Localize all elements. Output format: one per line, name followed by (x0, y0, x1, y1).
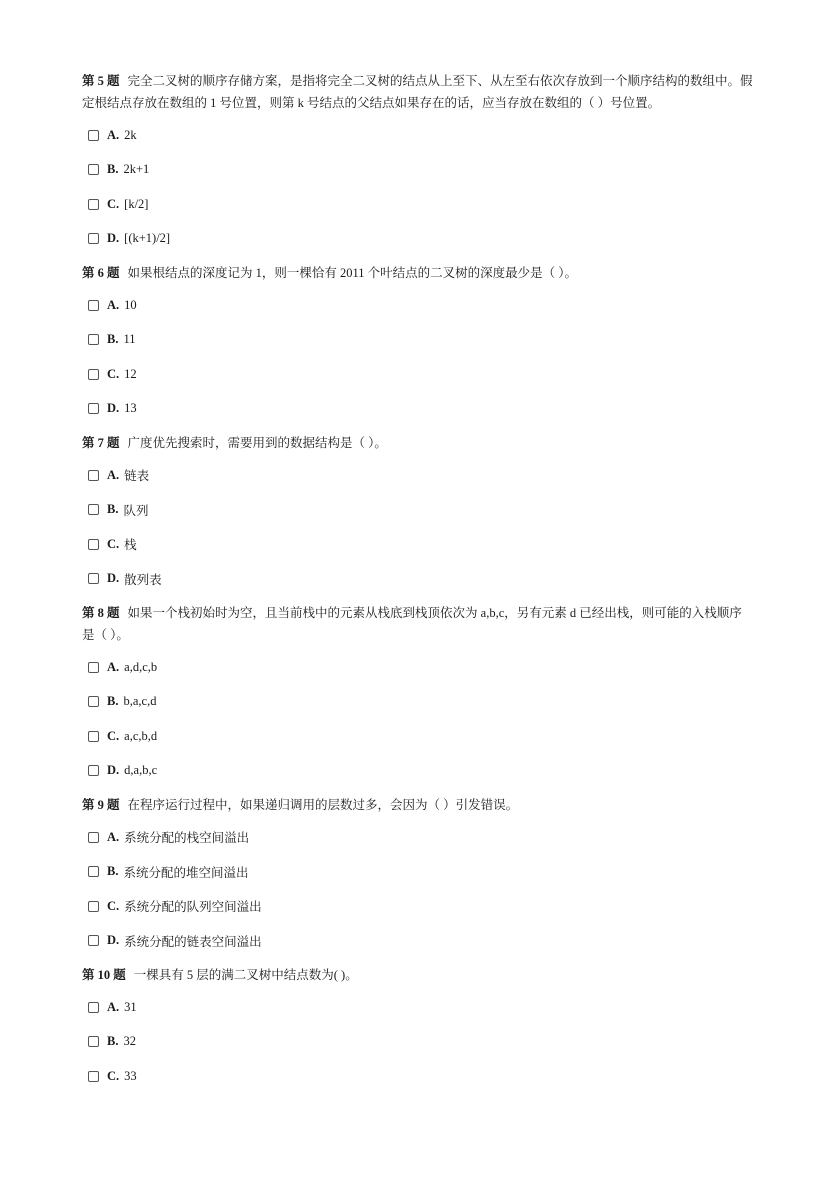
checkbox[interactable] (88, 334, 99, 345)
option-b[interactable] (88, 499, 754, 521)
option-a[interactable] (88, 464, 754, 486)
option-text: 31 (124, 999, 137, 1014)
option-letter: A. (107, 127, 120, 142)
option-a[interactable] (88, 826, 754, 848)
checkbox[interactable] (88, 539, 99, 550)
option-letter: C. (107, 196, 120, 211)
option-b[interactable] (88, 159, 754, 181)
question-text (82, 794, 754, 816)
question-body: 如果根结点的深度记为 1，则一棵恰有 2011 个叶结点的二叉树的深度最少是（ ）。 (127, 266, 578, 280)
option-letter: C. (107, 728, 120, 743)
question-body: 如果一个栈初始时为空，且当前栈中的元素从栈底到栈顶依次为 a,b,c，另有元素 d 已经出栈，则可能的入栈顺序是（ ）。 (82, 606, 742, 642)
option-letter: A. (107, 659, 120, 674)
option-text: [(k+1)/2] (124, 231, 171, 245)
question-5 (82, 70, 754, 250)
option-letter: D. (107, 571, 120, 585)
option-d[interactable] (88, 760, 754, 782)
option-letter: B. (107, 162, 119, 176)
question-number: 第 5 题 (82, 74, 120, 88)
question-7 (82, 432, 754, 590)
option-b[interactable] (88, 691, 754, 713)
option-text: b,a,c,d (123, 694, 157, 708)
checkbox[interactable] (88, 731, 99, 742)
option-text: 32 (123, 1034, 136, 1048)
option-letter: B. (107, 694, 119, 708)
option-letter: B. (107, 502, 119, 516)
question-number: 第 8 题 (82, 606, 120, 620)
option-letter: B. (107, 1034, 119, 1048)
option-text: 2k (124, 127, 137, 142)
option-text: 2k+1 (123, 162, 150, 176)
checkbox[interactable] (88, 765, 99, 776)
option-letter: C. (107, 1068, 120, 1083)
checkbox[interactable] (88, 935, 99, 946)
option-text: 11 (123, 332, 136, 346)
checkbox[interactable] (88, 1036, 99, 1047)
option-letter: B. (107, 332, 119, 346)
checkbox[interactable] (88, 1002, 99, 1013)
option-letter: D. (107, 231, 120, 245)
question-number: 第 9 题 (82, 798, 120, 812)
question-number: 第 10 题 (82, 968, 126, 982)
option-letter: C. (107, 898, 120, 913)
option-text: d,a,b,c (124, 763, 158, 777)
option-d[interactable] (88, 930, 754, 952)
checkbox[interactable] (88, 233, 99, 244)
option-text: 链表 (124, 469, 150, 483)
option-c[interactable] (88, 363, 754, 385)
option-c[interactable] (88, 533, 754, 555)
option-text: 队列 (123, 503, 149, 518)
option-text: 系统分配的队列空间溢出 (124, 900, 262, 914)
question-body: 在程序运行过程中，如果递归调用的层数过多，会因为（ ）引发错误。 (127, 798, 519, 812)
question-number: 第 6 题 (82, 266, 120, 280)
question-text (82, 70, 754, 114)
checkbox[interactable] (88, 901, 99, 912)
checkbox[interactable] (88, 1071, 99, 1082)
option-letter: D. (107, 763, 120, 777)
checkbox[interactable] (88, 470, 99, 481)
option-b[interactable] (88, 861, 754, 883)
checkbox[interactable] (88, 504, 99, 515)
option-c[interactable] (88, 1065, 754, 1087)
option-text: 10 (124, 297, 137, 312)
option-text: 33 (124, 1068, 137, 1083)
option-c[interactable] (88, 193, 754, 215)
option-d[interactable] (88, 398, 754, 420)
option-text: 12 (124, 366, 137, 381)
option-letter: A. (107, 297, 120, 312)
checkbox[interactable] (88, 696, 99, 707)
checkbox[interactable] (88, 832, 99, 843)
option-letter: A. (107, 829, 120, 844)
checkbox[interactable] (88, 164, 99, 175)
question-6 (82, 262, 754, 420)
option-letter: C. (107, 536, 120, 551)
option-letter: D. (107, 401, 120, 415)
question-number: 第 7 题 (82, 436, 120, 450)
option-letter: B. (107, 864, 119, 878)
option-text: 13 (124, 401, 137, 415)
option-text: 栈 (124, 538, 137, 552)
option-c[interactable] (88, 895, 754, 917)
option-a[interactable] (88, 996, 754, 1018)
option-a[interactable] (88, 294, 754, 316)
option-d[interactable] (88, 568, 754, 590)
option-a[interactable] (88, 656, 754, 678)
option-a[interactable] (88, 124, 754, 146)
question-10 (82, 964, 754, 1087)
checkbox[interactable] (88, 369, 99, 380)
option-b[interactable] (88, 329, 754, 351)
option-c[interactable] (88, 725, 754, 747)
checkbox[interactable] (88, 403, 99, 414)
question-body: 完全二叉树的顺序存储方案，是指将完全二叉树的结点从上至下、从左至右依次存放到一个顺序结构的数组中。假定根结点存放在数组的 1 号位置，则第 k 号结点的父结点如果存在的话，应当存放在数组的（ ）号位置。 (82, 74, 753, 110)
option-text: 系统分配的栈空间溢出 (124, 831, 250, 845)
option-text: 系统分配的堆空间溢出 (123, 865, 249, 880)
question-text (82, 964, 754, 986)
option-text: [k/2] (124, 196, 149, 211)
checkbox[interactable] (88, 573, 99, 584)
option-text: 系统分配的链表空间溢出 (124, 934, 262, 949)
question-list (82, 70, 754, 1100)
option-letter: A. (107, 467, 120, 482)
checkbox[interactable] (88, 300, 99, 311)
question-body: 广度优先搜索时，需要用到的数据结构是（ ）。 (127, 436, 387, 450)
checkbox[interactable] (88, 662, 99, 673)
question-8 (82, 602, 754, 782)
checkbox[interactable] (88, 866, 99, 877)
option-text: 散列表 (124, 572, 162, 587)
option-letter: D. (107, 933, 120, 947)
option-letter: C. (107, 366, 120, 381)
question-body: 一棵具有 5 层的满二叉树中结点数为( )。 (133, 968, 358, 982)
checkbox[interactable] (88, 199, 99, 210)
question-text (82, 262, 754, 284)
question-text (82, 432, 754, 454)
option-letter: A. (107, 999, 120, 1014)
option-text: a,c,b,d (124, 728, 158, 743)
option-text: a,d,c,b (124, 659, 158, 674)
question-9 (82, 794, 754, 952)
checkbox[interactable] (88, 130, 99, 141)
question-text (82, 602, 754, 646)
option-d[interactable] (88, 228, 754, 250)
option-b[interactable] (88, 1031, 754, 1053)
